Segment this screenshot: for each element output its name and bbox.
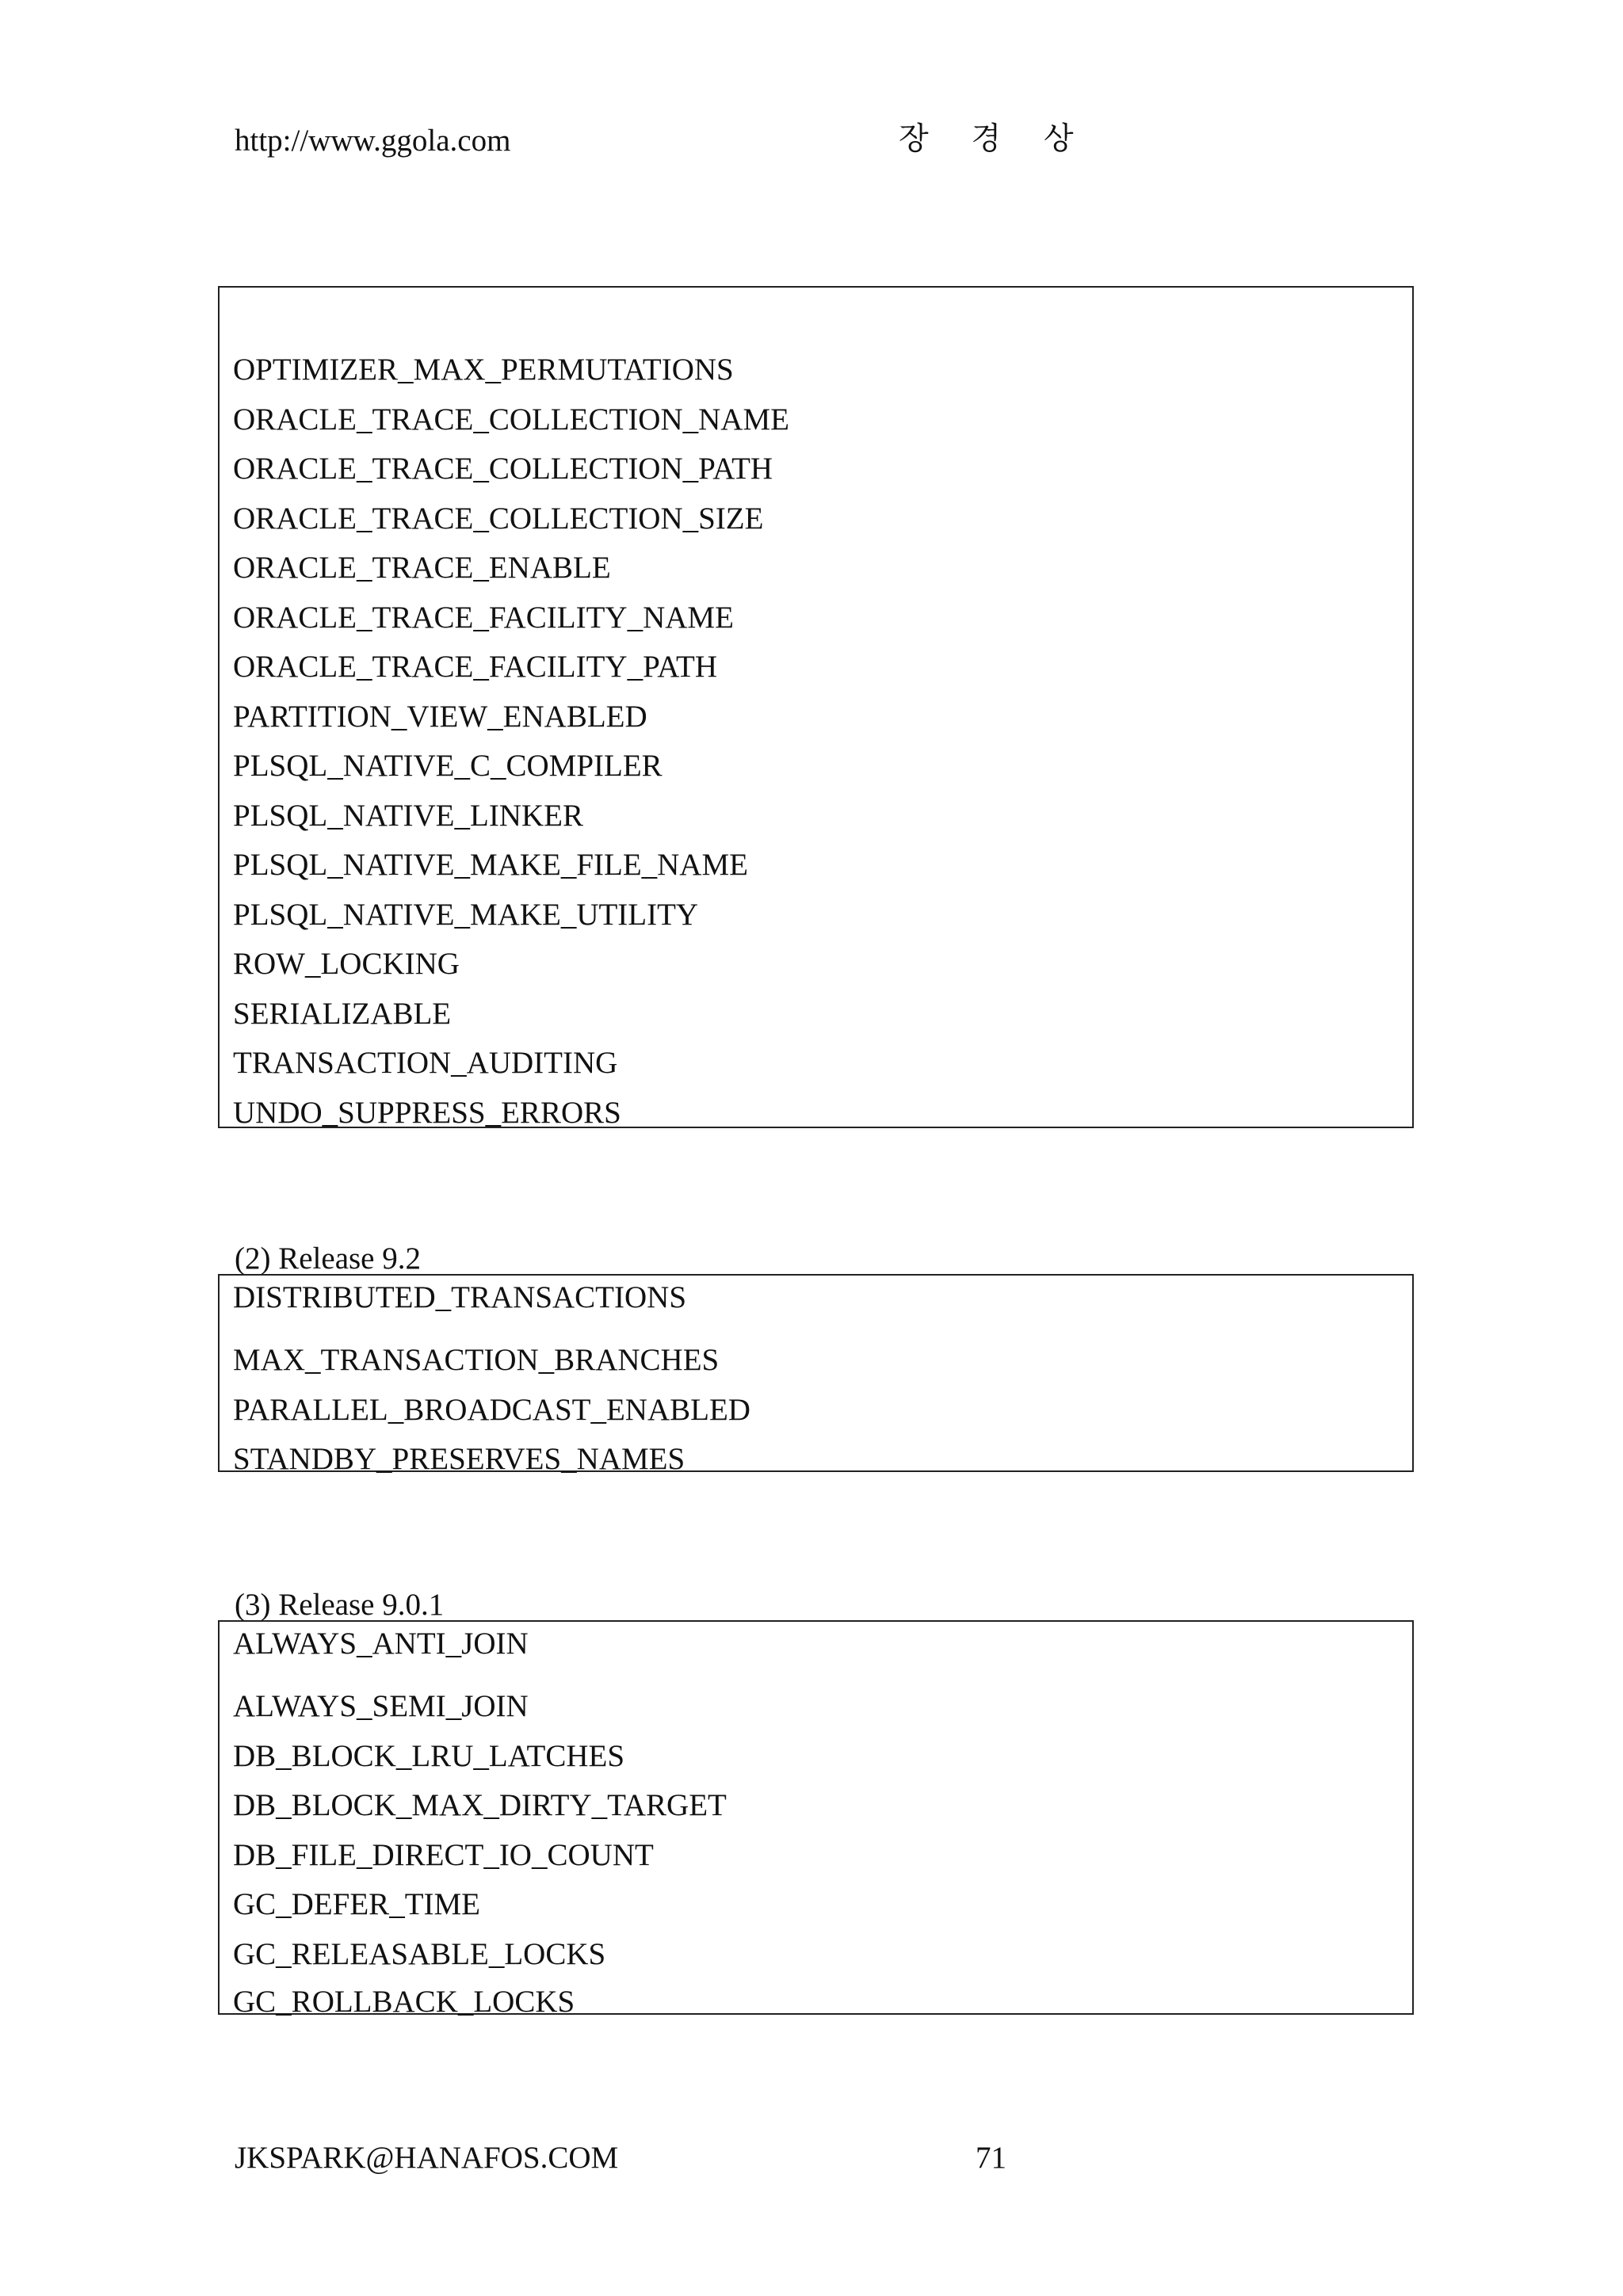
list-item: GC_DEFER_TIME — [233, 1887, 480, 1921]
list-item: STANDBY_PRESERVES_NAMES — [233, 1442, 685, 1476]
list-item: ORACLE_TRACE_FACILITY_NAME — [233, 601, 734, 635]
list-item: ALWAYS_SEMI_JOIN — [233, 1689, 529, 1723]
list-item: TRANSACTION_AUDITING — [233, 1046, 618, 1080]
list-item: ORACLE_TRACE_FACILITY_PATH — [233, 650, 718, 684]
section-caption-release-9-0-1: (3) Release 9.0.1 — [235, 1588, 445, 1622]
section-caption-release-9-2: (2) Release 9.2 — [235, 1241, 421, 1276]
list-item: DB_BLOCK_MAX_DIRTY_TARGET — [233, 1788, 727, 1822]
list-item: PLSQL_NATIVE_MAKE_FILE_NAME — [233, 848, 748, 882]
header-author: 장 경 상 — [899, 122, 1091, 156]
list-item: DISTRIBUTED_TRANSACTIONS — [233, 1280, 687, 1314]
list-item: MAX_TRANSACTION_BRANCHES — [233, 1343, 720, 1377]
list-item: ALWAYS_ANTI_JOIN — [233, 1627, 529, 1661]
list-item: GC_RELEASABLE_LOCKS — [233, 1937, 606, 1971]
list-item: GC_ROLLBACK_LOCKS — [233, 1985, 575, 2019]
list-item: DB_BLOCK_LRU_LATCHES — [233, 1739, 625, 1773]
list-item: OPTIMIZER_MAX_PERMUTATIONS — [233, 353, 734, 387]
list-item: ORACLE_TRACE_COLLECTION_PATH — [233, 452, 773, 486]
list-item: ROW_LOCKING — [233, 947, 460, 981]
list-item: UNDO_SUPPRESS_ERRORS — [233, 1096, 621, 1130]
list-item: DB_FILE_DIRECT_IO_COUNT — [233, 1838, 654, 1872]
list-item: PARTITION_VIEW_ENABLED — [233, 700, 647, 734]
list-item: ORACLE_TRACE_COLLECTION_NAME — [233, 402, 789, 437]
list-item: PARALLEL_BROADCAST_ENABLED — [233, 1393, 750, 1427]
page-number: 71 — [976, 2141, 1006, 2175]
footer-email: JKSPARK@HANAFOS.COM — [235, 2141, 619, 2175]
parameter-list-box-1 — [218, 286, 1414, 1128]
list-item: PLSQL_NATIVE_C_COMPILER — [233, 749, 663, 783]
list-item: PLSQL_NATIVE_LINKER — [233, 799, 583, 833]
parameter-list-box-2 — [218, 1274, 1414, 1476]
parameter-list-box-3 — [218, 1620, 1414, 2019]
list-item: PLSQL_NATIVE_MAKE_UTILITY — [233, 898, 699, 932]
header-url: http://www.ggola.com — [235, 124, 511, 158]
list-item: SERIALIZABLE — [233, 997, 452, 1031]
list-item: ORACLE_TRACE_COLLECTION_SIZE — [233, 502, 764, 536]
list-item: ORACLE_TRACE_ENABLE — [233, 551, 611, 585]
